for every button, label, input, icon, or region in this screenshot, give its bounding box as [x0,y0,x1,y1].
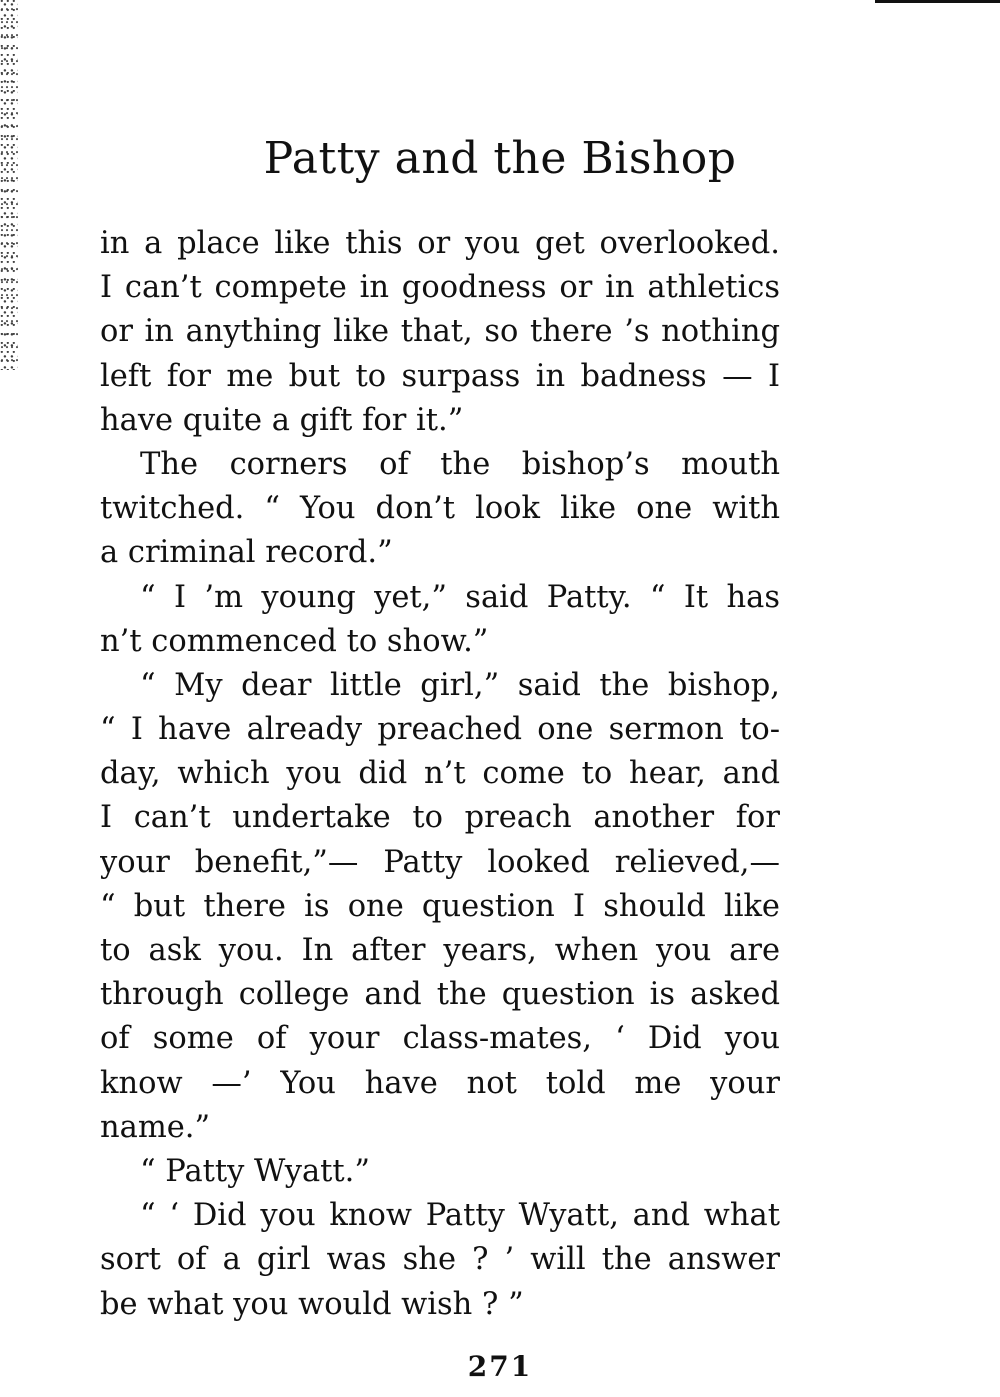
text-line: to ask you. In after years, when you are [100,933,780,968]
text-line: name.” [100,1109,211,1145]
text-line: have quite a gift for it.” [100,402,464,438]
scan-edge-noise [0,0,18,370]
text-line: left for me but to surpass in badness — I [100,358,780,394]
running-head: Patty and the Bishop [263,133,737,184]
text-line: sort of a girl was she ? ’ will the answer [100,1242,780,1278]
page-number: 271 [467,1350,533,1383]
text-line: The corners of the bishop’s mouth [140,446,780,482]
text-line: in a place like this or you get overlooked. [100,226,780,261]
text-line: know —’ You have not told me your [100,1065,780,1101]
text-line: I can’t compete in goodness or in athletics [100,270,780,306]
text-line: “ ‘ Did you know Patty Wyatt, and what [140,1198,780,1234]
text-line: day, which you did n’t come to hear, and [100,756,780,792]
text-line: be what you would wish ? ” [100,1286,524,1322]
text-line: or in anything like that, so there ’s nothing [100,314,780,350]
text-line: I can’t undertake to preach another for [100,800,780,836]
text-line: your benefit,”— Patty looked relieved,— [100,844,780,880]
text-line: n’t commenced to show.” [100,623,489,659]
text-line: “ Patty Wyatt.” [140,1153,370,1189]
text-line: “ I have already preached one sermon to- [100,712,780,748]
text-line: through college and the question is asked [100,977,780,1013]
text-line: a criminal record.” [100,535,393,571]
text-line: twitched. “ You don’t look like one with [100,491,780,527]
text-line: “ I ’m young yet,” said Patty. “ It has [140,579,780,615]
body-text [100,222,780,1327]
text-line: of some of your class-mates, ‘ Did you [100,1021,780,1057]
text-line: “ but there is one question I should like [100,888,780,924]
text-line: “ My dear little girl,” said the bishop, [140,667,780,703]
scan-edge-rule [875,0,1000,3]
